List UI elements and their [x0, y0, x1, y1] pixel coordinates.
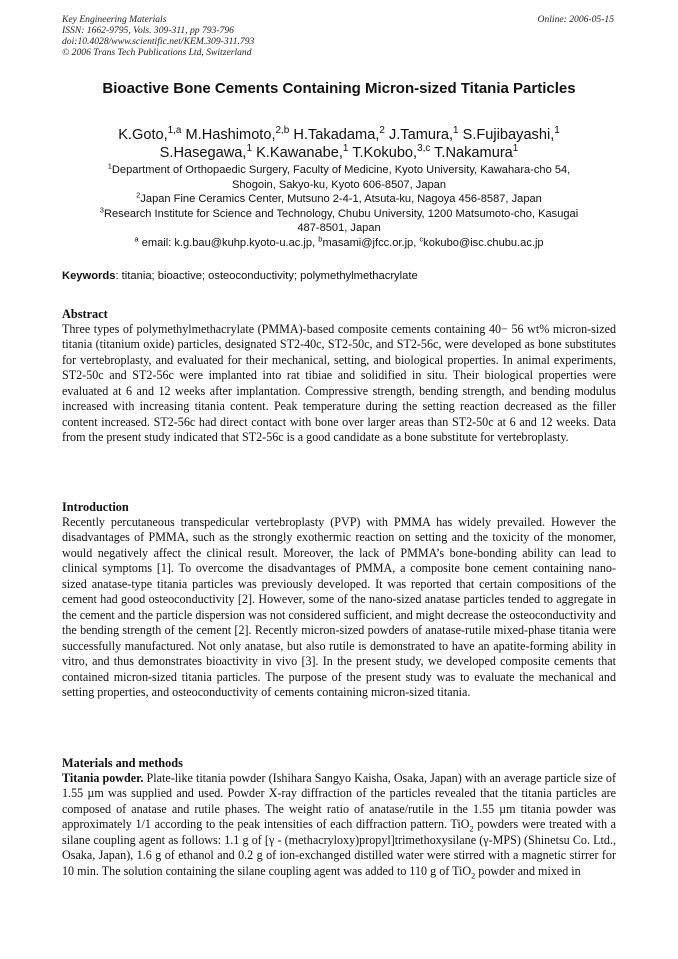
introduction-text: Recently percutaneous transpedicular vertebroplasty (PVP) with PMMA has widely prevailed. However the disadvantages of PMMA, such as the strongly exothermic reaction on setting and the toxicity of the monomer, would negatively affect the clinical result. Moreover, the lack of PMMA’s bone-bonding ability can lead to clinical symptoms [1]. To overcome the disadvantages of PMMA, a composite bone cement containing nano-sized anatase-type titania particles was previously developed. It was reported that certain compositions of the cement had good osteoconductivity [2]. However, some of the nano-sized anatase particles tended to aggregate in the cement and the particle dispersion was not considered sufficient, and might decrease the osteoconductivity and the bending strength of the cement [2]. Recently micron-sized powders of anatase-rutile mixed-phase titania were successfully manufactured. Not only anatase, but also rutile is demonstrated to have an apatite-forming ability in vitro, and thus demonstrates bioactivity in vivo [3]. In the present study, we developed composite cements that contained micron-sized titania particles. The purpose of the present study was to evaluate the mechanical and setting properties, and osteoconductivity of cements containing micron-sized titania.	[62, 515, 616, 699]
author-affil-marker: 2	[379, 125, 385, 137]
author-name: J.Tamura,	[388, 127, 454, 143]
author-affil-marker: 1,a	[167, 125, 182, 137]
introduction-section	[62, 499, 616, 700]
author-name: T.Nakamura	[434, 145, 513, 161]
email-link-b[interactable]: masami@jfcc.or.jp	[322, 236, 414, 249]
author-affil-marker: 1	[246, 143, 252, 155]
online-date: Online: 2006-05-15	[537, 14, 614, 25]
journal-doi: doi:10.4028/www.scientific.net/KEM.309-311.793	[62, 36, 255, 47]
author-affil-marker: 1	[512, 143, 519, 155]
email-line: $^a$ email: k.g.bau@kuhp.kyoto-u.ac.jp, $^b$masami@jfcc.or.jp, $^c$kokubo@isc.chubu.ac.jp	[134, 234, 544, 249]
journal-copyright: © 2006 Trans Tech Publications Ltd, Switzerland	[62, 47, 252, 58]
affiliation-2: $^2$Japan Fine Ceramics Center, Mutsuno 2-4-1, Atsuta-ku, Nagoya 456-8587, Japan	[136, 190, 542, 206]
journal-issn: ISSN: 1662-9795, Vols. 309-311, pp 793-796	[62, 25, 234, 36]
author	[434, 145, 518, 161]
author-name: S.Hasegawa,	[159, 145, 247, 161]
abstract-section	[62, 306, 616, 446]
author-name: S.Fujibayashi,	[462, 127, 555, 143]
affiliation-3: $^3$Research Institute for Science and Technology, Chubu University, 1200 Matsumoto-cho, Kasugai	[99, 205, 579, 220]
author	[293, 127, 385, 143]
journal-name: Key Engineering Materials	[62, 14, 167, 25]
author-affil-marker: 1	[342, 143, 349, 155]
methods-section	[62, 755, 616, 879]
author	[118, 127, 181, 143]
author-affil-marker: 1	[554, 125, 560, 137]
author	[256, 145, 348, 161]
author	[160, 145, 252, 161]
paper-title: Bioactive Bone Cements Containing Micron-sized Titania Particles	[102, 80, 576, 97]
keywords-label: Keywords	[62, 270, 116, 282]
subsection-run-in: Titania powder.	[62, 771, 144, 785]
author-name: T.Kokubo,	[352, 145, 418, 161]
author	[389, 127, 459, 143]
keywords	[62, 270, 616, 282]
methods-heading: Materials and methods	[62, 756, 183, 770]
author-list	[62, 126, 616, 162]
author	[186, 127, 290, 143]
author	[352, 145, 430, 161]
affiliation-1: $^1$Department of Orthopaedic Surgery, Faculty of Medicine, Kyoto University, Kawahara-cho 54,	[107, 161, 571, 176]
author-affil-marker: 3,c	[417, 143, 431, 155]
author-affil-marker: 1	[453, 125, 459, 137]
affiliation-3-cont: 487-8501, Japan	[297, 222, 381, 235]
keywords-text: : titania; bioactive; osteoconductivity; polymethylmethacrylate	[115, 270, 418, 282]
introduction-heading: Introduction	[62, 500, 129, 514]
author-name: M.Hashimoto,	[185, 127, 276, 143]
journal-header	[62, 14, 254, 58]
author-name: K.Goto,	[118, 127, 168, 143]
email-link-c[interactable]: kokubo@isc.chubu.ac.jp	[423, 236, 544, 249]
author-affil-marker: 2,b	[275, 125, 290, 137]
author-name: H.Takadama,	[293, 127, 380, 143]
affiliation-1-cont: Shogoin, Sakyo-ku, Kyoto 606-8507, Japan	[231, 178, 446, 191]
abstract-heading: Abstract	[62, 307, 108, 321]
author	[463, 127, 560, 143]
abstract-text: Three types of polymethylmethacrylate (PMMA)-based composite cements containing 40− 56 wt% micron-sized titania (titanium oxide) particles, designated ST2-40c, ST2-50c, and ST2-56c, were developed as bone substitutes for vertebroplasty, and evaluated for their mechanical, setting, and biological properties. In animal experiments, ST2-50c and ST2-56c were implanted into rat tibiae and solidified in situ. Their biological properties were evaluated at 6 and 12 weeks after implantation. Compressive strength, bending strength, and bending modulus increased with increasing titania content. Peak temperature during the setting reaction decreased as the filler content increased. ST2-56c had direct contact with bone over larger areas than ST2-50c at 6 and 12 weeks. Data from the present study indicated that ST2-56c is a good candidate as a bone substitute for vertebroplasty.	[62, 322, 616, 445]
methods-text: Titania powder. Plate-like titania powder (Ishihara Sangyo Kaisha, Osaka, Japan) with an average particle size of 1.55 µm was supplied and used. Powder X-ray diffraction of the particles revealed that the titania particles are composed of anatase and rutile phases. The weight ratio of anatase/rutile in the 1.55 µm titania powder was approximately 1/1 according to the peak intensities of each diffraction pattern. TiO$_2$ powders were treated with a silane coupling agent as follows: 1.1 g of [γ - (methacryloxy)propyl]trimethoxysilane (γ-MPS) (Shinetsu Co. Ltd., Osaka, Japan), 1.6 g of ethanol and 0.2 g of ion-exchanged distilled water were stirred with a magnetic stirrer for 10 min. The solution containing the silane coupling agent was added to 110 g of TiO$_2$ powder and mixed in	[62, 771, 616, 881]
affiliations	[62, 163, 616, 251]
email-link-a[interactable]: k.g.bau@kuhp.kyoto-u.ac.jp	[174, 236, 313, 249]
author-name: K.Kawanabe,	[256, 145, 343, 161]
